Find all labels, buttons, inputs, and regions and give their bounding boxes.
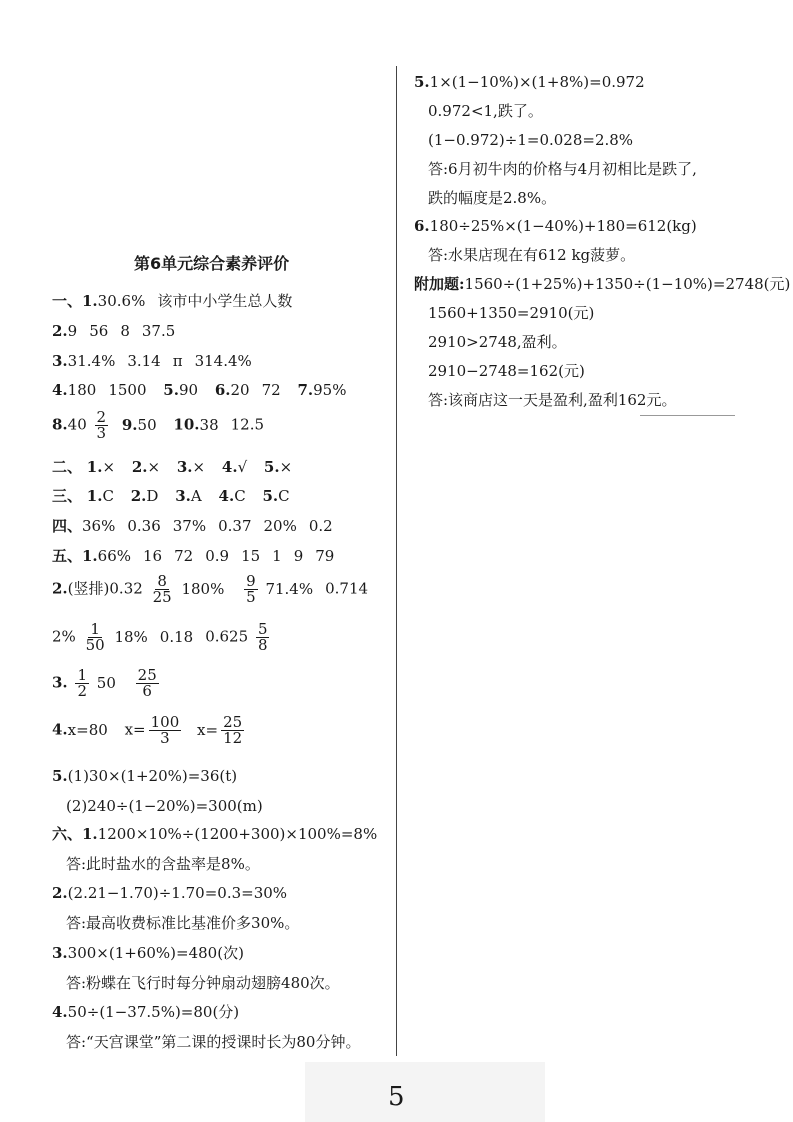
answer-5-2: 2.(竖排)0.32 $\frac{8}{25}$ 180% $\frac{9}{5}$ 71.4% 0.714	[52, 572, 369, 606]
fraction: $\frac{9}{5}$	[246, 572, 256, 606]
answer-1-1: 一、1.30.6% 该市中小学生总人数	[52, 292, 293, 310]
fraction: $\frac{1}{50}$	[85, 620, 105, 654]
section-title: 第6单元综合素养评价	[134, 254, 290, 273]
answer-6-4: 4.50÷(1−37.5%)=80(分)	[52, 1003, 240, 1021]
answer-4: 四、36% 0.36 37% 0.37 20% 0.2	[52, 517, 333, 535]
bonus-l3: 2910>2748,盈利。	[428, 333, 567, 351]
answer-r6: 6.180÷25%×(1−40%)+180=612(kg)	[414, 217, 697, 235]
fraction: $\frac{100}{3}$	[150, 713, 180, 747]
end-rule	[640, 415, 735, 416]
answer-6-1: 六、1.1200×10%÷(1200+300)×100%=8%	[52, 825, 378, 843]
answer-5-4: 4.x=80 x= $\frac{100}{3}$ x= $\frac{25}{12}$	[52, 713, 243, 747]
answer-r5-reply-cont: 跌的幅度是2.8%。	[428, 189, 557, 207]
answer-5-3: 3. $\frac{1}{2}$ 50 $\frac{25}{6}$	[52, 666, 157, 700]
column-divider	[396, 66, 397, 1056]
answer-1-2: 2.9 56 8 37.5	[52, 322, 176, 340]
answer-6-2-reply: 答:最高收费标准比基准价多30%。	[66, 914, 300, 932]
page-number: 5	[388, 1082, 405, 1112]
footer-shade	[305, 1062, 545, 1122]
answer-6-4-reply: 答:“天宫课堂”第二课的授课时长为80分钟。	[66, 1033, 361, 1051]
bonus-question: 附加题:1560÷(1+25%)+1350÷(1−10%)=2748(元)	[414, 275, 791, 293]
answer-r6-reply: 答:水果店现在有612 kg菠萝。	[428, 246, 636, 264]
answer-5-2-cont: 2% $\frac{1}{50}$ 18% 0.18 0.625 $\frac{5}{8}$	[52, 620, 268, 654]
answer-5-5: 5.(1)30×(1+20%)=36(t)	[52, 767, 238, 785]
answer-5-1: 五、1.66% 16 72 0.9 15 1 9 79	[52, 547, 335, 565]
answer-2: 二、 1.× 2.× 3.× 4.√ 5.×	[52, 458, 293, 476]
answer-5-5-part2: (2)240÷(1−20%)=300(m)	[66, 797, 263, 815]
answer-1-4-to-7: 4.180 1500 5.90 6.20 72 7.95%	[52, 381, 347, 399]
fraction: $\frac{2}{3}$	[96, 408, 107, 442]
fraction: $\frac{5}{8}$	[257, 620, 268, 654]
answer-r5-l2: 0.972<1,跌了。	[428, 102, 543, 120]
fraction: $\frac{8}{25}$	[152, 572, 172, 606]
fraction: $\frac{25}{12}$	[223, 713, 243, 747]
fraction: $\frac{1}{2}$	[77, 666, 87, 700]
fraction: $\frac{25}{6}$	[137, 666, 157, 700]
answer-6-1-reply: 答:此时盐水的含盐率是8%。	[66, 855, 260, 873]
answer-r5-reply: 答:6月初牛肉的价格与4月初相比是跌了,	[428, 160, 697, 178]
bonus-l2: 1560+1350=2910(元)	[428, 304, 595, 322]
answer-1-3: 3.31.4% 3.14 π 314.4%	[52, 352, 252, 370]
answer-6-2: 2.(2.21−1.70)÷1.70=0.3=30%	[52, 884, 288, 902]
answer-r5: 5.1×(1−10%)×(1+8%)=0.972	[414, 73, 645, 91]
answer-1-8-to-10: 8.40 $\frac{2}{3}$ 9.50 10.38 12.5	[52, 408, 265, 442]
answer-6-3: 3.300×(1+60%)=480(次)	[52, 944, 244, 962]
bonus-reply: 答:该商店这一天是盈利,盈利162元。	[428, 391, 677, 409]
bonus-l4: 2910−2748=162(元)	[428, 362, 585, 380]
answer-6-3-reply: 答:粉蝶在飞行时每分钟扇动翅膀480次。	[66, 974, 340, 992]
answer-3: 三、 1.C 2.D 3.A 4.C 5.C	[52, 487, 290, 505]
answer-r5-l3: (1−0.972)÷1=0.028=2.8%	[428, 131, 634, 149]
